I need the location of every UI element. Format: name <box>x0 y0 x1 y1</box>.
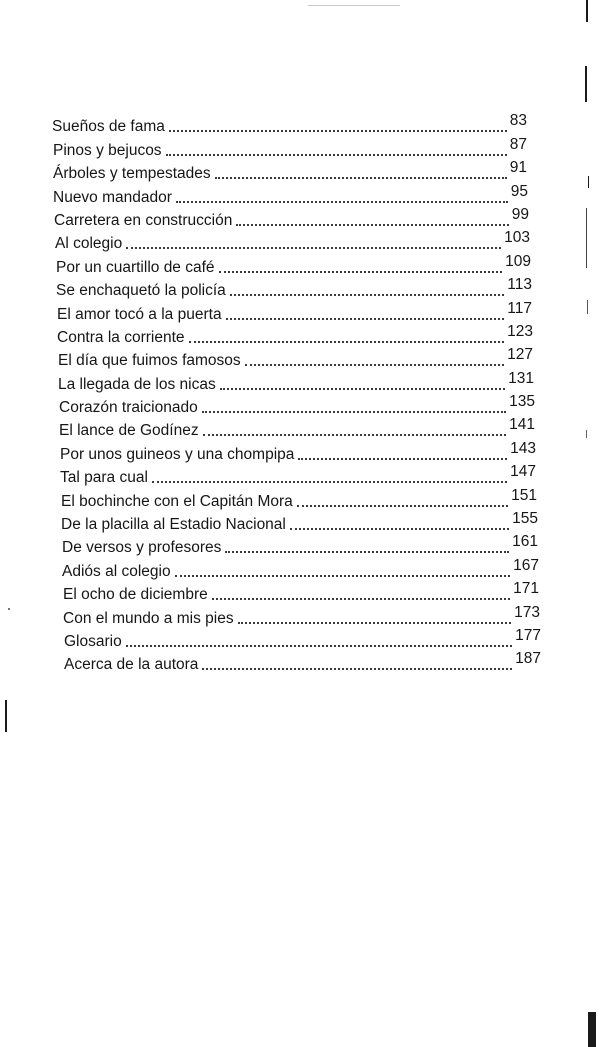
toc-entry-title: Acerca de la autora <box>64 656 202 674</box>
toc-dot-leader <box>189 341 505 343</box>
toc-entry <box>0 136 527 159</box>
toc-entry-title: De la placilla al Estadio Nacional <box>61 516 290 534</box>
toc-entry <box>0 417 535 440</box>
toc-entry-page-number: 123 <box>507 322 533 340</box>
toc-entry <box>0 113 527 136</box>
toc-dot-leader <box>166 154 507 156</box>
toc-entry-title: El bochinche con el Capitán Mora <box>61 493 297 511</box>
toc-entry-title: Pinos y bejucos <box>53 142 166 160</box>
toc-entry-page-number: 91 <box>509 159 527 177</box>
toc-entry-title: Árboles y tempestades <box>53 165 215 183</box>
toc-entry-title: El día que fuimos famosos <box>58 352 245 370</box>
toc-entry <box>0 230 530 253</box>
toc-entry <box>0 628 541 651</box>
toc-entry-page-number: 173 <box>514 603 540 621</box>
toc-entry <box>0 160 527 183</box>
scan-edge-mark <box>585 66 587 102</box>
toc-entry <box>0 370 534 393</box>
toc-dot-leader <box>298 458 507 460</box>
toc-entry-page-number: 131 <box>508 369 534 387</box>
toc-entry <box>0 651 541 674</box>
toc-entry-page-number: 161 <box>512 533 538 551</box>
toc-entry <box>0 394 535 417</box>
toc-entry-title: Adiós al colegio <box>62 563 175 581</box>
toc-dot-leader <box>126 247 501 249</box>
toc-dot-leader <box>297 505 508 507</box>
toc-entry-page-number: 171 <box>513 580 539 598</box>
toc-entry-title: Corazón traicionado <box>59 399 202 417</box>
toc-dot-leader <box>225 551 509 553</box>
toc-entry-page-number: 99 <box>511 205 529 223</box>
toc-entry-title: Contra la corriente <box>57 329 189 347</box>
toc-entry-title: El lance de Godínez <box>59 422 203 440</box>
toc-entry <box>0 487 537 510</box>
toc-dot-leader <box>203 434 507 436</box>
toc-entry <box>0 581 539 604</box>
toc-entry-title: Se enchaquetó la policía <box>56 282 230 300</box>
toc-entry-page-number: 151 <box>511 486 537 504</box>
toc-entry-title: El amor tocó a la puerta <box>57 306 226 324</box>
scan-edge-mark <box>5 700 7 732</box>
toc-entry <box>0 464 536 487</box>
toc-entry-title: Con el mundo a mis pies <box>63 610 238 628</box>
toc-entry-title: Sueños de fama <box>52 118 169 136</box>
toc-entry <box>0 347 533 370</box>
toc-entry <box>0 604 540 627</box>
toc-entry-title: De versos y profesores <box>62 539 225 557</box>
toc-entry-page-number: 109 <box>505 252 531 270</box>
toc-entry <box>0 534 538 557</box>
toc-entry-title: Por un cuartillo de café <box>56 259 219 277</box>
toc-entry-title: Nuevo mandador <box>53 189 176 207</box>
toc-entry-page-number: 103 <box>504 229 530 247</box>
toc-entry-page-number: 127 <box>507 346 533 364</box>
toc-entry <box>0 207 529 230</box>
toc-dot-leader <box>176 201 508 203</box>
toc-dot-leader <box>215 177 507 179</box>
toc-entry-title: El ocho de diciembre <box>63 586 212 604</box>
toc-dot-leader <box>226 318 505 320</box>
scan-edge-mark <box>586 0 588 22</box>
toc-entry <box>0 300 532 323</box>
toc-entry-title: Carretera en construcción <box>54 212 236 230</box>
toc-entry <box>0 557 539 580</box>
scan-edge-mark <box>588 1012 596 1047</box>
toc-entry-page-number: 147 <box>510 463 536 481</box>
toc-dot-leader <box>202 411 506 413</box>
toc-dot-leader <box>126 645 512 647</box>
toc-entry-page-number: 83 <box>509 112 527 130</box>
toc-entry-title: La llegada de los nicas <box>58 376 220 394</box>
toc-entry-page-number: 113 <box>507 276 532 294</box>
toc-entry-page-number: 87 <box>509 135 527 153</box>
toc-dot-leader <box>175 575 511 577</box>
toc-dot-leader <box>290 528 509 530</box>
toc-dot-leader <box>230 294 505 296</box>
toc-entry-page-number: 167 <box>513 556 539 574</box>
toc-entry-page-number: 177 <box>515 626 541 644</box>
scan-top-rule <box>308 5 400 6</box>
toc-entry-page-number: 141 <box>509 416 535 434</box>
toc-dot-leader <box>212 598 510 600</box>
toc-dot-leader <box>220 388 505 390</box>
toc-dot-leader <box>238 622 512 624</box>
toc-entry-page-number: 187 <box>515 650 541 668</box>
toc-entry <box>0 440 536 463</box>
toc-entry-title: Por unos guineos y una chompipa <box>60 446 298 464</box>
toc-entry <box>0 183 528 206</box>
toc-entry-page-number: 155 <box>512 510 538 528</box>
toc-dot-leader <box>202 668 512 670</box>
toc-dot-leader <box>152 481 507 483</box>
toc-dot-leader <box>169 130 507 132</box>
toc-dot-leader <box>219 271 503 273</box>
toc-entry <box>0 277 532 300</box>
toc-entry-page-number: 143 <box>510 439 536 457</box>
toc-entry-title: Tal para cual <box>60 469 152 487</box>
toc-entry-title: Glosario <box>64 633 126 651</box>
toc-entry <box>0 511 538 534</box>
toc-entry-page-number: 95 <box>510 182 528 200</box>
table-of-contents <box>0 113 600 674</box>
toc-entry-page-number: 135 <box>509 393 535 411</box>
toc-entry <box>0 324 533 347</box>
toc-entry-page-number: 117 <box>507 299 532 317</box>
toc-dot-leader <box>245 364 504 366</box>
toc-entry <box>0 253 531 276</box>
toc-dot-leader <box>236 224 508 226</box>
toc-entry-title: Al colegio <box>55 235 126 253</box>
